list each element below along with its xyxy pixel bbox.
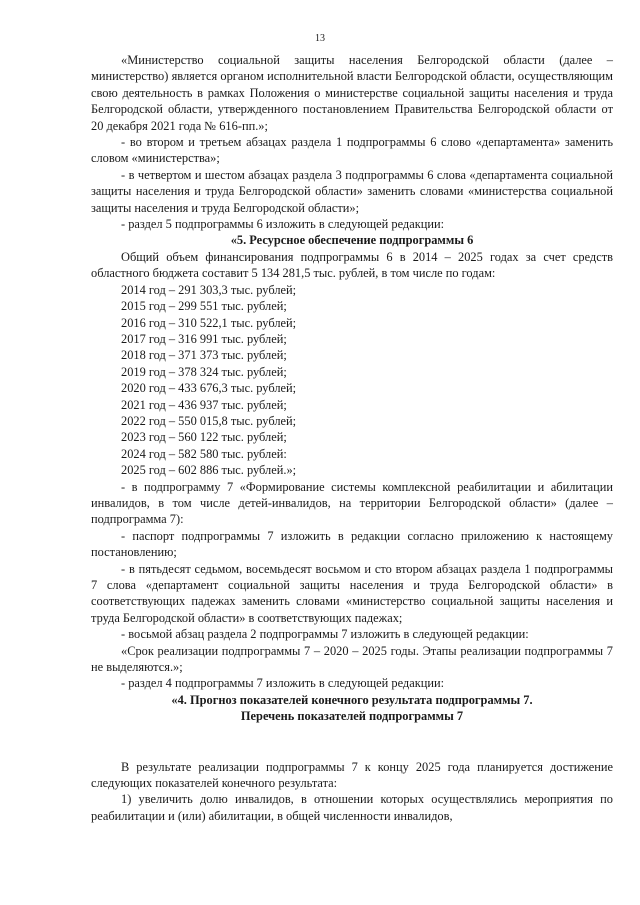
list-item: 2020 год – 433 676,3 тыс. рублей;	[121, 381, 297, 396]
paragraph: «Министерство социальной защиты населения Белгородской области (далее – министерство) является органом исполнительной власти Белгородской области, осуществляющим свою деятельность в рамках Положения о министерстве социальной защиты населения и труда Белгородской области, утвержденного постановлением Правительства Белгородской области от 20 декабря 2021 года № 616-пп.»;	[91, 53, 613, 133]
list-item: 2015 год – 299 551 тыс. рублей;	[121, 299, 287, 314]
list-item: 2014 год – 291 303,3 тыс. рублей;	[121, 282, 297, 297]
spacer	[91, 725, 613, 759]
paragraph: - в четвертом и шестом абзацах раздела 3 подпрограммы 6 слова «департамента социальной защиты населения и труда Белгородской области» заменить словами «министерства социальной защиты населения и труда Белгородской области»;	[91, 167, 613, 215]
section-heading: «5. Ресурсное обеспечение подпрограммы 6	[230, 233, 474, 248]
list-item: 2023 год – 560 122 тыс. рублей;	[121, 430, 287, 445]
paragraph: - в подпрограмму 7 «Формирование системы комплексной реабилитации и абилитации инвалидов, в том числе детей-инвалидов, на территории Белгородской области» (далее – подпрограмма 7):	[91, 479, 613, 527]
paragraph: - паспорт подпрограммы 7 изложить в редакции согласно приложению к настоящему постановлению;	[91, 528, 613, 560]
paragraph: - раздел 5 подпрограммы 6 изложить в следующей редакции:	[121, 217, 445, 232]
list-item: 2018 год – 371 373 тыс. рублей;	[121, 348, 287, 363]
paragraph: В результате реализации подпрограммы 7 к концу 2025 года планируется достижение следующих показателей конечного результата:	[91, 759, 613, 791]
list-item: 2017 год – 316 991 тыс. рублей;	[121, 331, 287, 346]
funding-intro: Общий объем финансирования подпрограммы 6 в 2014 – 2025 годах за счет средств областного бюджета составит 5 134 281,5 тыс. рублей, в том числе по годам:	[91, 249, 613, 281]
section-heading: «4. Прогноз показателей конечного результата подпрограммы 7.	[171, 692, 533, 707]
list-item: 2022 год – 550 015,8 тыс. рублей;	[121, 413, 297, 428]
list-item: 2025 год – 602 886 тыс. рублей.»;	[121, 463, 297, 478]
list-item: 2024 год – 582 580 тыс. рублей:	[121, 446, 287, 461]
yearly-funding-list	[91, 282, 613, 479]
document-body	[91, 52, 613, 824]
paragraph: - во втором и третьем абзацах раздела 1 подпрограммы 6 слово «департамента» заменить словом «министерства»;	[91, 135, 613, 166]
section-subheading: Перечень показателей подпрограммы 7	[240, 709, 464, 724]
list-item: 2021 год – 436 937 тыс. рублей;	[121, 397, 287, 412]
list-item: 2016 год – 310 522,1 тыс. рублей;	[121, 315, 297, 330]
list-item: 2019 год – 378 324 тыс. рублей;	[121, 364, 287, 379]
paragraph: - восьмой абзац раздела 2 подпрограммы 7 изложить в следующей редакции:	[121, 627, 529, 642]
page-number: 13	[315, 33, 325, 44]
paragraph: 1) увеличить долю инвалидов, в отношении которых осуществлялись мероприятия по реабилитации и (или) абилитации, в общей численности инвалидов,	[91, 792, 613, 823]
paragraph: - раздел 4 подпрограммы 7 изложить в следующей редакции:	[121, 676, 445, 691]
paragraph: «Срок реализации подпрограммы 7 – 2020 – 2025 годы. Этапы реализации подпрограммы 7 не выделяются.»;	[91, 643, 613, 675]
paragraph: - в пятьдесят седьмом, восемьдесят восьмом и сто втором абзацах раздела 1 подпрограммы 7 слова «департамент социальной защиты населения и труда Белгородской области» в соответствующих падежах заменить словами «министерство социальной защиты населения и труда Белгородской области» в соответствующих падежах;	[91, 561, 613, 625]
